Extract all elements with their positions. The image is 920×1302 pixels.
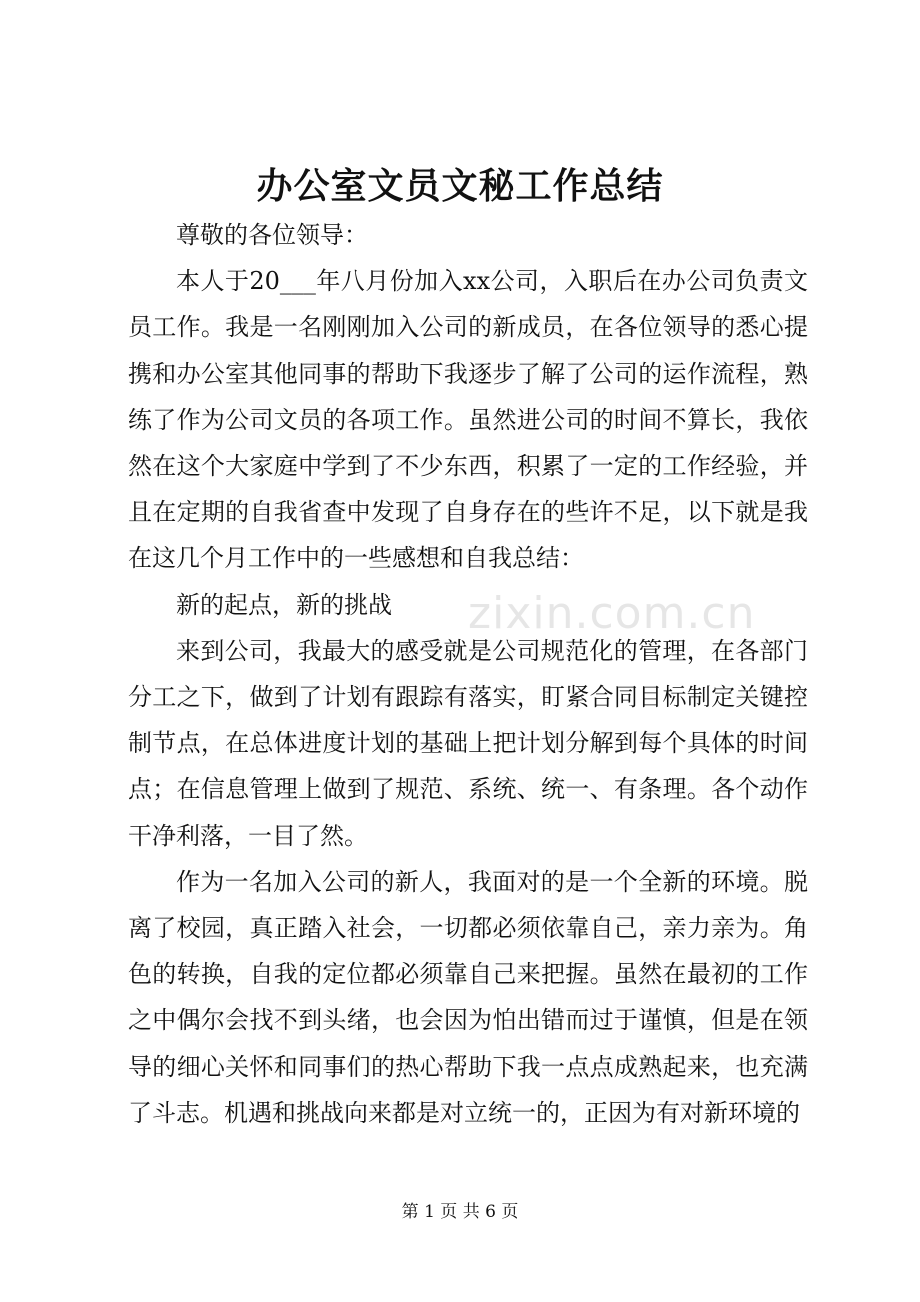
document-body — [128, 212, 808, 1136]
section-heading: 新的起点，新的挑战 — [176, 590, 392, 619]
paragraph-intro: 本人于20___年八月份加入xx公司，入职后在办公司负责文员工作。我是一名刚刚加入公司的新成员，在各位领导的悉心提携和办公室其他同事的帮助下我逐步了解了公司的运作流程，熟练了作为公司文员的各项工作。虽然进公司的时间不算长，我依然在这个大家庭中学到了不少东西，积累了一定的工作经验，并且在定期的自我省查中发现了自身存在的些许不足，以下就是我在这几个月工作中的一些感想和自我总结： — [128, 267, 808, 573]
paragraph-new-environment: 作为一名加入公司的新人，我面对的是一个全新的环境。脱离了校园，真正踏入社会，一切都必须依靠自己，亲力亲为。角色的转换，自我的定位都必须靠自己来把握。虽然在最初的工作之中偶尔会找不到头绪，也会因为怕出错而过于谨慎，但是在领导的细心关怀和同事们的热心帮助下我一点点成熟起来，也充满了斗志。机遇和挑战向来都是对立统一的，正因为有对新环境的 — [128, 867, 808, 1127]
paragraph-management: 来到公司，我最大的感受就是公司规范化的管理，在各部门分工之下，做到了计划有跟踪有落实，盯紧合同目标制定关键控制节点，在总体进度计划的基础上把计划分解到每个具体的时间点；在信息管理上做到了规范、系统、统一、有条理。各个动作干净利落，一目了然。 — [128, 636, 808, 850]
salutation: 尊敬的各位领导： — [176, 221, 368, 249]
document-title: 办公室文员文秘工作总结 — [256, 165, 664, 207]
watermark: zixin.com.cn — [468, 588, 756, 639]
page-footer: 第 1 页 共 6 页 — [401, 1202, 519, 1222]
